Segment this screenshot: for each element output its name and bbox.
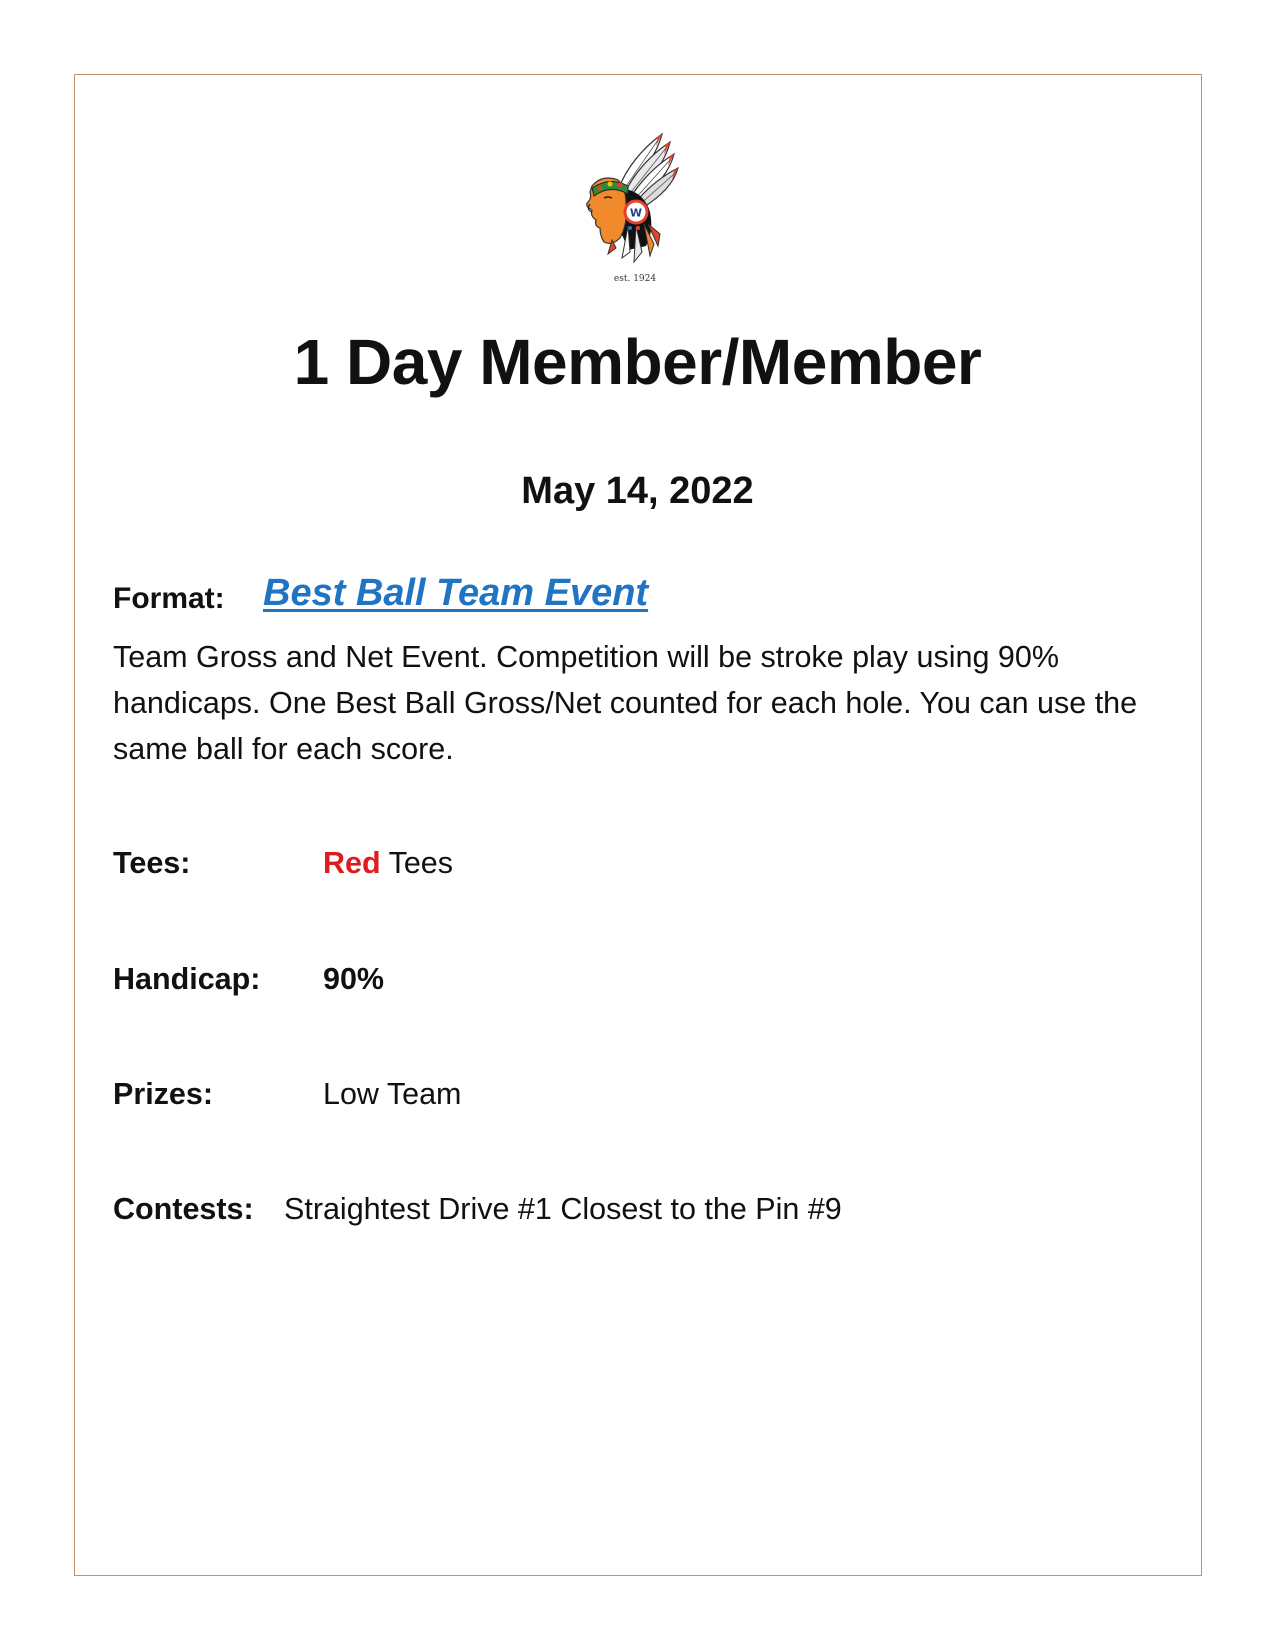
page-border (74, 74, 1202, 1576)
contests-label: Contests: (113, 1192, 254, 1226)
tees-color-word: Red (323, 846, 381, 880)
format-description: Team Gross and Net Event. Competition will be stroke play using 90% handicaps. One Best Ball Gross/Net counted for each hole. You can use the same ball for each score. (113, 640, 1138, 766)
event-date: May 14, 2022 (521, 470, 754, 512)
tees-value (323, 846, 453, 881)
tees-label: Tees: (113, 846, 191, 880)
handicap-label: Handicap: (113, 962, 261, 996)
club-logo (570, 128, 710, 288)
page-title: 1 Day Member/Member (293, 326, 982, 398)
tees-row (113, 846, 453, 881)
prizes-row (113, 1077, 462, 1112)
emblem-letter: W (629, 206, 643, 220)
handicap-row (113, 962, 385, 997)
format-label: Format: (113, 582, 225, 615)
chief-head-logo-icon (570, 128, 700, 273)
format-link[interactable]: Best Ball Team Event (263, 572, 649, 614)
contests-value: Straightest Drive #1 Closest to the Pin #9 (284, 1192, 842, 1226)
tees-suffix: Tees (388, 846, 453, 880)
handicap-value: 90% (323, 962, 385, 996)
prizes-label: Prizes: (113, 1077, 214, 1111)
contests-row (113, 1192, 842, 1227)
prizes-value: Low Team (323, 1077, 462, 1111)
logo-caption: est. 1924 (613, 274, 657, 284)
